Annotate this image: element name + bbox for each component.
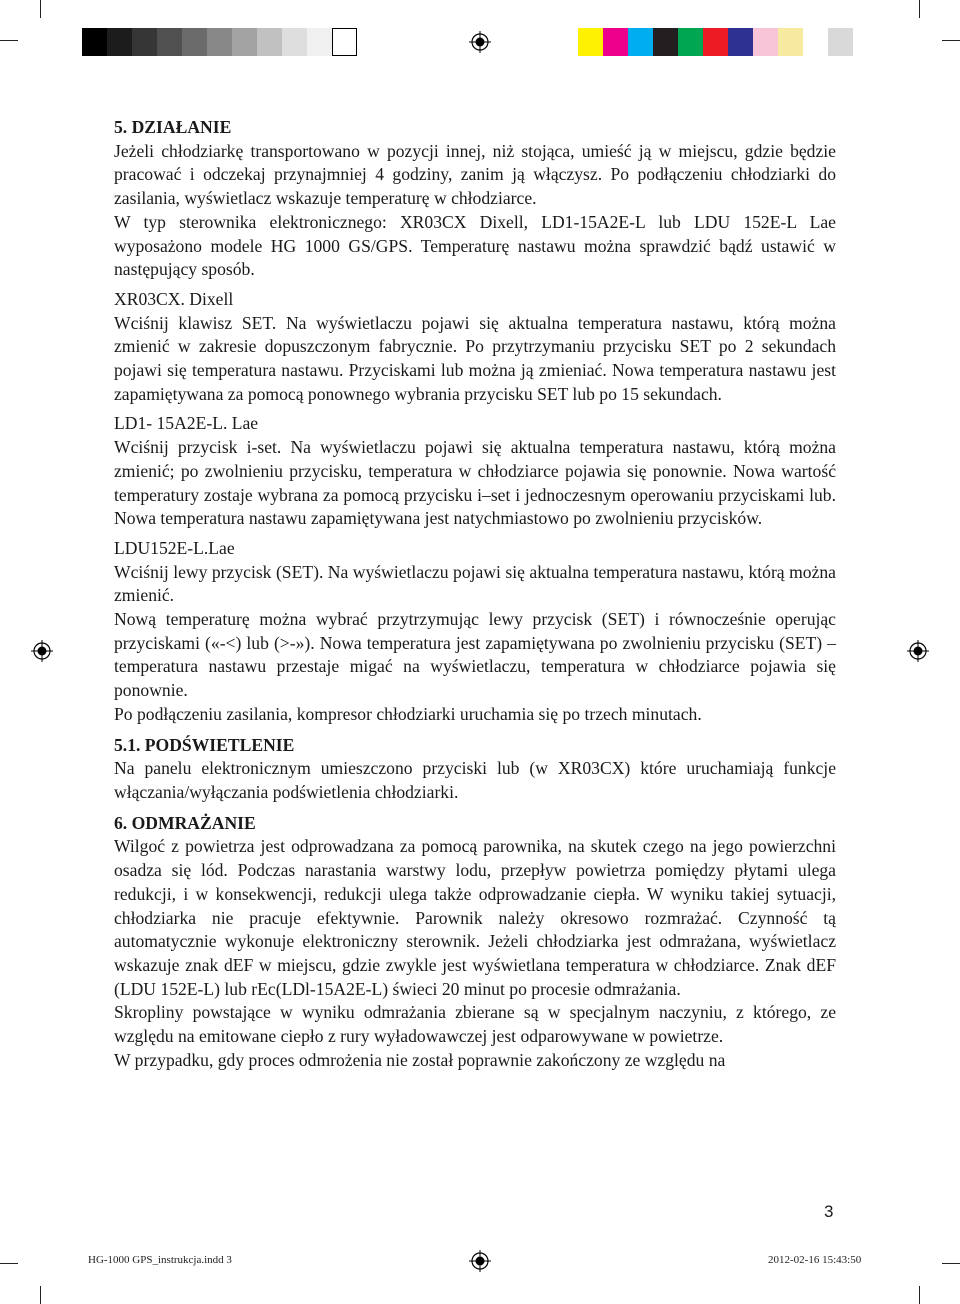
grey-swatch [207, 28, 232, 56]
crop-mark [919, 0, 920, 18]
grey-swatch [232, 28, 257, 56]
section-heading-odmrazanie: 6. ODMRAŻANIE [114, 812, 256, 833]
paragraph-odmrazanie-2: Skropliny powstające w wyniku odmrażania zbierane są w specjalnym naczyniu, z którego, ze względu na emitowane ciepło z rury wyładowawczej jest odparowywane w powietrze. [114, 1002, 836, 1047]
grey-calibration-bar [82, 28, 357, 56]
grey-swatch [132, 28, 157, 56]
color-swatch [603, 28, 628, 56]
grey-swatch [257, 28, 282, 56]
color-swatch [653, 28, 678, 56]
crop-mark [919, 1286, 920, 1304]
color-swatch [778, 28, 803, 56]
paragraph-podswietlenie: Na panelu elektronicznym umieszczono przyciski lub (w XR03CX) które uruchamiają funkcje włączania/wyłączania podświetlenia chłodziarki. [114, 758, 836, 802]
paragraph-odmrazanie-1: Wilgoć z powietrza jest odprowadzana za pomocą parownika, na skutek czego na jego powierzchni osadza się lód. Podczas narastania warstwy lodu, przepływ powietrza pomiędzy płytami ulega redukcji, i w konsekwencji, redukcji ulega także odprowadzanie ciepła. W wyniku takiej sytuacji, chłodziarka nie pracuje efektywnie. Parownik należy okresowo rozmrażać. Czynność tą automatycznie wykonuje elektroniczny sterownik. Jeżeli chłodziarka jest odmrażana, wyświetlacz wskazuje znak dEF w miejscu, gdzie zwykle jest wyświetlana temperatura w chłodziarce. Znak dEF (LDU 152E-L) lub rEc(LDl-15A2E-L) świeci 20 minut po procesie odmrażania. [114, 836, 836, 999]
registration-mark-right-icon [907, 640, 929, 662]
grey-swatch [332, 28, 357, 56]
registration-mark-left-icon [31, 640, 53, 662]
color-swatch [828, 28, 853, 56]
subheading-ld1: LD1- 15A2E-L. Lae [114, 413, 259, 434]
page-number: 3 [824, 1202, 834, 1221]
paragraph-ldu-2: Nową temperaturę można wybrać przytrzymując lewy przycisk (SET) i równocześnie operując przyciskami («-<) lub (>-»). Nowa temperatura jest zapamiętywana po zwolnieniu przycisku (SET) – temperatura nastawu przestaje migać na wyświetlaczu, temperatura w chłodziarce pojawia się ponownie. [114, 609, 836, 701]
color-swatch [728, 28, 753, 56]
crop-mark [0, 1263, 18, 1264]
grey-swatch [107, 28, 132, 56]
paragraph-xr03cx: Wciśnij klawisz SET. Na wyświetlaczu pojawi się aktualna temperatura nastawu, którą można zmienić w zakresie dopuszczonym fabrycznie. Po przytrzymaniu przycisku SET po 2 sekundach pojawi się temperatura nastawu. Przyciskami lub można ją zmieniać. Nowa temperatura nastawu jest zapamiętywana za pomocą ponownego wybrania przycisku SET lub po 15 sekundach. [114, 312, 836, 404]
crop-mark [942, 1263, 960, 1264]
crop-mark [0, 40, 18, 41]
paragraph-transport: Jeżeli chłodziarkę transportowano w pozycji innej, niż stojąca, umieść ją w miejscu, gdzie będzie pracować i odczekaj przynajmniej 4 godziny, zanim ją włączysz. Po podłączeniu chłodziarki do zasilania, wyświetlacz wskazuje temperaturę w chłodziarce. [114, 140, 836, 209]
color-swatch [578, 28, 603, 56]
slug-timestamp: 2012-02-16 15:43:50 [768, 1254, 862, 1266]
grey-swatch [307, 28, 332, 56]
section-heading-dzialanie: 5. DZIAŁANIE [114, 117, 232, 137]
document-body [114, 116, 836, 1072]
crop-mark [40, 0, 41, 18]
registration-mark-top-icon [469, 31, 491, 53]
color-swatch [628, 28, 653, 56]
color-swatch [678, 28, 703, 56]
grey-swatch [82, 28, 107, 56]
color-swatch [753, 28, 778, 56]
crop-mark [40, 1286, 41, 1304]
subheading-xr03cx: XR03CX. Dixell [114, 288, 234, 309]
color-calibration-bar [578, 28, 853, 56]
section-heading-podswietlenie: 5.1. PODŚWIETLENIE [114, 734, 295, 755]
crop-mark [942, 40, 960, 41]
grey-swatch [157, 28, 182, 56]
paragraph-ldu-1: Wciśnij lewy przycisk (SET). Na wyświetlaczu pojawi się aktualna temperatura nastawu, którą można zmienić. [114, 561, 836, 606]
paragraph-ldu-3: Po podłączeniu zasilania, kompresor chłodziarki uruchamia się po trzech minutach. [114, 703, 702, 724]
grey-swatch [182, 28, 207, 56]
subheading-ldu152e: LDU152E-L.Lae [114, 537, 235, 558]
color-swatch [803, 28, 828, 56]
paragraph-odmrazanie-3: W przypadku, gdy proces odmrożenia nie został poprawnie zakończony ze względu na [114, 1049, 726, 1070]
registration-mark-bottom-icon [469, 1250, 491, 1272]
slug-filename: HG-1000 GPS_instrukcja.indd 3 [88, 1254, 232, 1266]
paragraph-controller-types: W typ sterownika elektronicznego: XR03CX Dixell, LD1-15A2E-L lub LDU 152E-L Lae wyposażono modele HG 1000 GS/GPS. Temperaturę nastawu można sprawdzić bądź ustawić w następujący sposób. [114, 211, 836, 280]
paragraph-ld1: Wciśnij przycisk i-set. Na wyświetlaczu pojawi się aktualna temperatura nastawu, którą można zmienić; po zwolnieniu przycisku, temperatura w chłodziarce pojawia się ponownie. Nowa wartość temperatury zostaje wybrana za pomocą przycisku i–set i jednoczesnym operowaniu przyciskami lub. Nowa temperatura nastawu zapamiętywana jest natychmiastowo po zwolnieniu przycisków. [114, 437, 836, 529]
grey-swatch [282, 28, 307, 56]
color-swatch [703, 28, 728, 56]
